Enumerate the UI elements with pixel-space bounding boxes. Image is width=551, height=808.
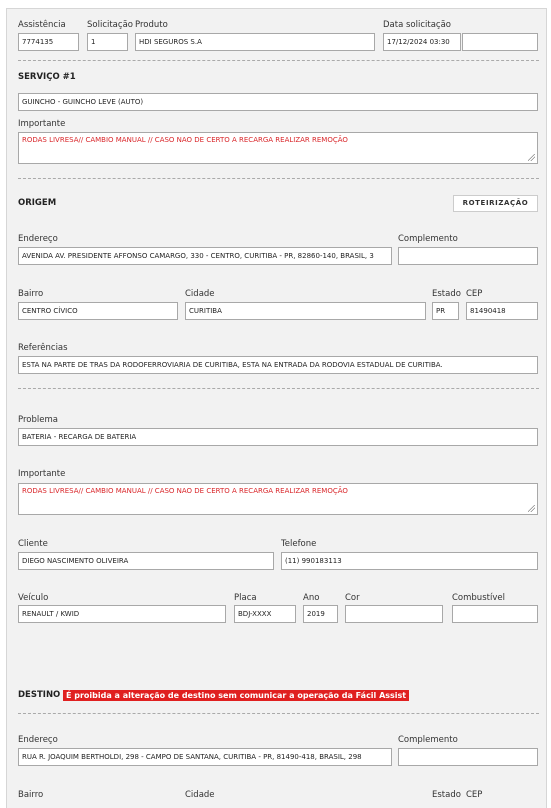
origem-cidade-field[interactable]: CURITIBA xyxy=(185,302,426,320)
cliente-label: Cliente xyxy=(18,539,48,549)
destino-cep-label: CEP xyxy=(466,790,483,800)
telefone-label: Telefone xyxy=(281,539,317,549)
servico-importante-label: Importante xyxy=(18,119,66,129)
data-extra-field[interactable] xyxy=(462,33,538,51)
veiculo-field[interactable]: RENAULT / KWID xyxy=(18,605,226,623)
roteirizacao-button[interactable]: ROTEIRIZAÇÃO xyxy=(453,195,538,212)
problema-importante-label: Importante xyxy=(18,469,66,479)
divider xyxy=(18,388,539,389)
veiculo-label: Veículo xyxy=(18,593,49,603)
destino-endereco-field[interactable]: RUA R. JOAQUIM BERTHOLDI, 298 - CAMPO DE SANTANA, CURITIBA - PR, 81490-418, BRASIL, 298 xyxy=(18,748,392,766)
combustivel-label: Combustível xyxy=(452,593,505,603)
origem-estado-label: Estado xyxy=(432,289,461,299)
divider xyxy=(18,713,539,714)
destino-warning-badge: É proibida a alteração de destino sem comunicar a operação da Fácil Assist xyxy=(63,690,409,701)
destino-endereco-label: Endereço xyxy=(18,735,58,745)
origem-complemento-label: Complemento xyxy=(398,234,458,244)
assistencia-field[interactable]: 7774135 xyxy=(18,33,79,51)
origem-bairro-field[interactable]: CENTRO CÍVICO xyxy=(18,302,178,320)
origem-cep-field[interactable]: 81490418 xyxy=(466,302,538,320)
cliente-field[interactable]: DIEGO NASCIMENTO OLIVEIRA xyxy=(18,552,274,570)
combustivel-field[interactable] xyxy=(452,605,538,623)
servico-title: SERVIÇO #1 xyxy=(18,72,76,82)
data-solicitacao-field[interactable]: 17/12/2024 03:30 xyxy=(383,33,461,51)
origem-title: ORIGEM xyxy=(18,198,57,208)
destino-complemento-field[interactable] xyxy=(398,748,538,766)
destino-estado-label: Estado xyxy=(432,790,461,800)
origem-endereco-label: Endereço xyxy=(18,234,58,244)
destino-cidade-label: Cidade xyxy=(185,790,215,800)
destino-complemento-label: Complemento xyxy=(398,735,458,745)
origem-referencias-field[interactable]: ESTA NA PARTE DE TRAS DA RODOFERROVIARIA DE CURITIBA, ESTA NA ENTRADA DA RODOVIA ESTADUAL DE CURITIBA. xyxy=(18,356,538,374)
origem-endereco-field[interactable]: AVENIDA AV. PRESIDENTE AFFONSO CAMARGO, 330 - CENTRO, CURITIBA - PR, 82860-140, BRASIL, 3 xyxy=(18,247,392,265)
problema-importante-textarea[interactable] xyxy=(18,483,538,515)
placa-label: Placa xyxy=(234,593,257,603)
divider xyxy=(18,178,539,179)
resize-grip-icon[interactable] xyxy=(528,154,535,161)
solicitacao-label: Solicitação xyxy=(87,20,133,30)
cor-label: Cor xyxy=(345,593,360,603)
destino-title: DESTINO xyxy=(18,690,61,700)
divider xyxy=(18,60,539,61)
assistencia-label: Assistência xyxy=(18,20,66,30)
cor-field[interactable] xyxy=(345,605,443,623)
origem-bairro-label: Bairro xyxy=(18,289,44,299)
origem-complemento-field[interactable] xyxy=(398,247,538,265)
servico-tipo-field[interactable]: GUINCHO - GUINCHO LEVE (AUTO) xyxy=(18,93,538,111)
servico-importante-text: RODAS LIVRESA// CAMBIO MANUAL // CASO NAO DE CERTO A RECARGA REALIZAR REMOÇÃO xyxy=(22,136,348,144)
data-solicitacao-label: Data solicitação xyxy=(383,20,452,30)
origem-estado-field[interactable]: PR xyxy=(432,302,459,320)
produto-label: Produto xyxy=(135,20,168,30)
origem-cep-label: CEP xyxy=(466,289,483,299)
destino-bairro-label: Bairro xyxy=(18,790,44,800)
problema-field[interactable]: BATERIA - RECARGA DE BATERIA xyxy=(18,428,538,446)
problema-label: Problema xyxy=(18,415,58,425)
origem-referencias-label: Referências xyxy=(18,343,68,353)
ano-field[interactable]: 2019 xyxy=(303,605,338,623)
produto-field[interactable]: HDI SEGUROS S.A xyxy=(135,33,375,51)
origem-cidade-label: Cidade xyxy=(185,289,215,299)
service-request-form xyxy=(6,8,547,808)
placa-field[interactable]: BDJ-XXXX xyxy=(234,605,296,623)
problema-importante-text: RODAS LIVRESA// CAMBIO MANUAL // CASO NAO DE CERTO A RECARGA REALIZAR REMOÇÃO xyxy=(22,487,348,495)
servico-importante-textarea[interactable] xyxy=(18,132,538,164)
ano-label: Ano xyxy=(303,593,320,603)
telefone-field[interactable]: (11) 990183113 xyxy=(281,552,538,570)
resize-grip-icon[interactable] xyxy=(528,505,535,512)
solicitacao-field[interactable]: 1 xyxy=(87,33,128,51)
